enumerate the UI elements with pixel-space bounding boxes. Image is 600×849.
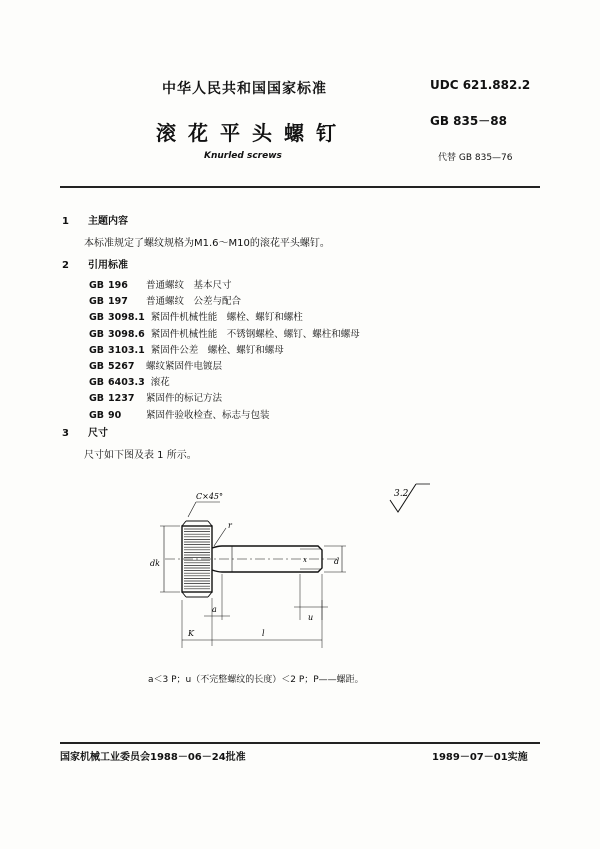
reference-title: 滚花 (150, 377, 170, 389)
section-2-title: 引用标准 (88, 260, 128, 271)
reference-code: 3098.1 (108, 312, 145, 324)
reference-code: 3098.6 (108, 328, 145, 340)
dk-label: dk (150, 559, 160, 568)
a-label: a (212, 605, 217, 614)
thread-formula: a＜3 P；u（不完整螺纹的长度）＜2 P；P——螺距。 (148, 675, 364, 685)
reference-title: 紧固件机械性能 不锈钢螺栓、螺钉、螺柱和螺母 (150, 328, 360, 340)
reference-code: 5267 (108, 361, 135, 372)
approval-date: 国家机械工业委员会1988－06－24批准 (60, 752, 246, 763)
reference-code: 3103.1 (108, 344, 145, 356)
chamfer-label: C×45° (196, 492, 224, 501)
footer-rule (60, 742, 540, 744)
a-u-dimensions (204, 574, 328, 622)
radius-label: r (228, 521, 232, 530)
reference-prefix: GB (89, 393, 105, 405)
document-title: 滚花平头螺钉 (156, 121, 348, 145)
reference-title: 紧固件机械性能 螺栓、螺钉和螺柱 (150, 312, 303, 324)
reference-prefix: GB (89, 409, 105, 421)
section-1-title: 主题内容 (88, 216, 128, 227)
gb-number: GB 835－88 (430, 114, 507, 128)
reference-title: 普通螺纹 基本尺寸 (146, 280, 232, 291)
reference-code: 1237 (108, 393, 135, 405)
reference-prefix: GB (89, 361, 105, 372)
section-3-body: 尺寸如下图及表 1 所示。 (84, 450, 197, 461)
section-2-number: 2 (62, 260, 69, 271)
reference-prefix: GB (89, 312, 105, 324)
section-1-number: 1 (62, 216, 69, 227)
udc-number: UDC 621.882.2 (430, 78, 531, 92)
reference-code: 6403.3 (108, 377, 145, 389)
reference-prefix: GB (89, 328, 105, 340)
section-3-number: 3 (62, 428, 69, 439)
reference-code: 196 (108, 280, 128, 291)
national-standard-heading: 中华人民共和国国家标准 (162, 81, 327, 97)
reference-prefix: GB (89, 280, 105, 291)
reference-prefix: GB (89, 344, 105, 356)
reference-prefix: GB (89, 377, 105, 389)
d-label: d (334, 557, 340, 566)
section-3-title: 尺寸 (88, 428, 108, 439)
radius-leader (214, 528, 226, 546)
reference-prefix: GB (89, 296, 105, 308)
reference-title: 紧固件公差 螺栓、螺钉和螺母 (150, 344, 284, 356)
reference-title: 紧固件验收检查、标志与包装 (146, 409, 270, 421)
k-label: K (188, 629, 194, 638)
chamfer-callout (188, 492, 223, 517)
reference-title: 螺纹紧固件电镀层 (146, 361, 223, 372)
replaces-note: 代替 GB 835—76 (438, 153, 513, 163)
reference-title: 紧固件的标记方法 (146, 393, 223, 405)
reference-code: 90 (108, 409, 122, 421)
effective-date: 1989－07－01实施 (432, 752, 528, 763)
english-title: Knurled screws (204, 151, 282, 161)
l-label: l (262, 629, 265, 638)
u-label: u (308, 613, 314, 622)
section-1-body: 本标准规定了螺纹规格为M1.6～M10的滚花平头螺钉。 (84, 238, 330, 249)
reference-title: 普通螺纹 公差与配合 (146, 296, 242, 308)
x-label: x (303, 556, 307, 564)
roughness-symbol (390, 484, 430, 512)
roughness-value: 3.2 (394, 489, 409, 499)
reference-code: 197 (108, 296, 128, 308)
